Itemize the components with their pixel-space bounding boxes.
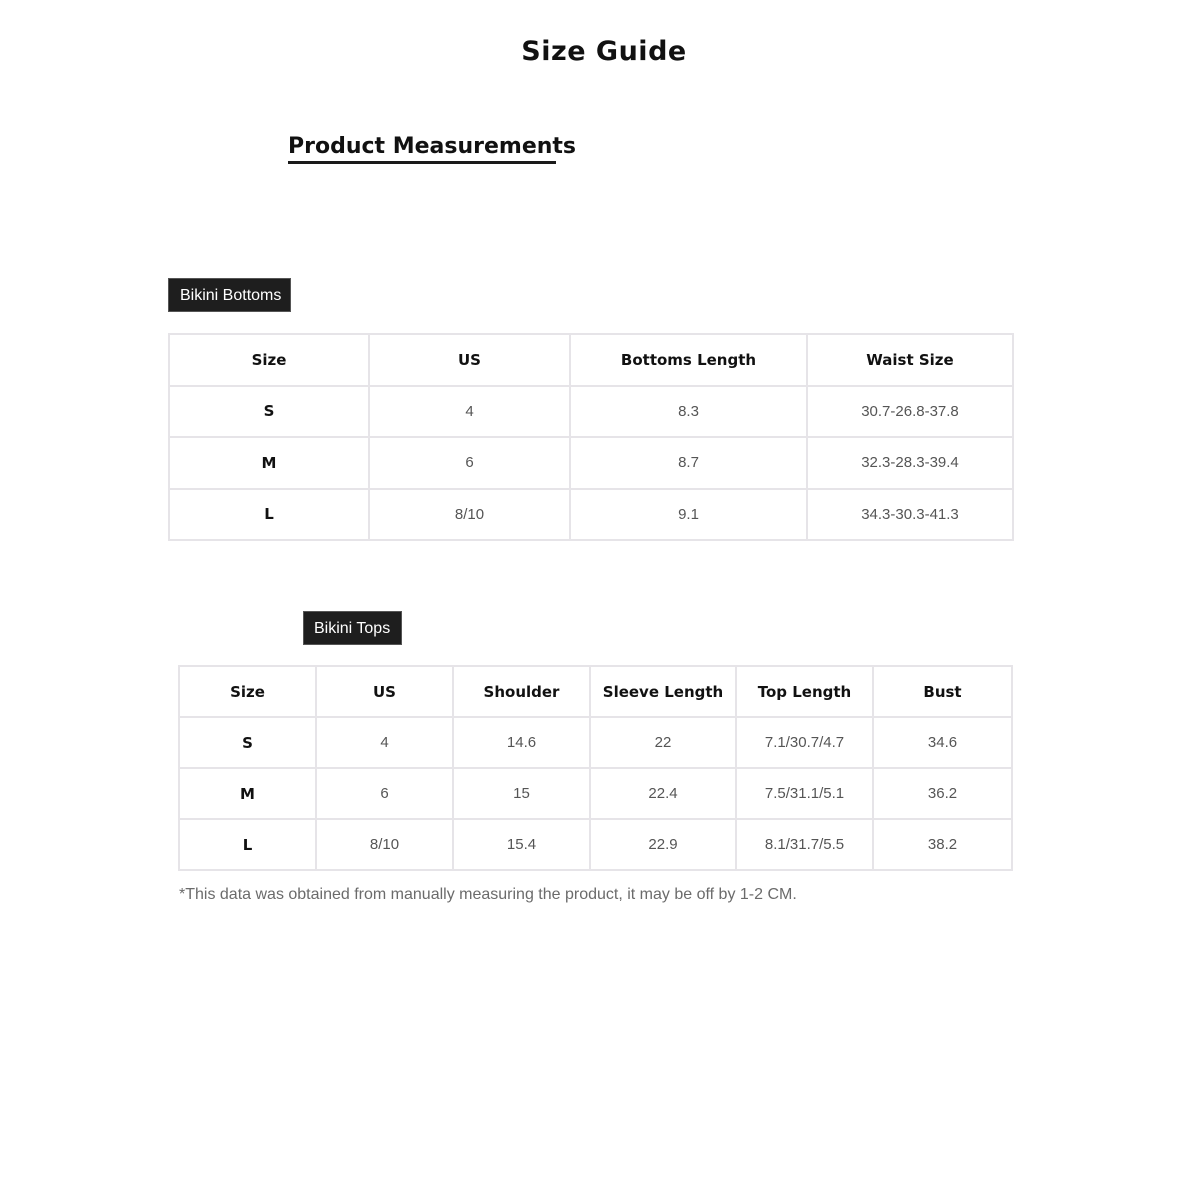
table-cell: 30.7-26.8-37.8 bbox=[807, 386, 1013, 438]
table-cell: 4 bbox=[369, 386, 570, 438]
bikini-tops-label: Bikini Tops bbox=[303, 611, 402, 645]
table-row bbox=[169, 437, 1013, 489]
table-header-row bbox=[169, 334, 1013, 386]
table-cell: 6 bbox=[316, 768, 453, 819]
table-cell: 34.6 bbox=[873, 717, 1012, 768]
table-cell: 38.2 bbox=[873, 819, 1012, 870]
table-row bbox=[169, 386, 1013, 438]
measurement-footnote: *This data was obtained from manually measuring the product, it may be off by 1-2 CM. bbox=[179, 886, 797, 903]
column-header: US bbox=[369, 334, 570, 386]
table-row bbox=[179, 768, 1012, 819]
table-cell: 32.3-28.3-39.4 bbox=[807, 437, 1013, 489]
table-cell: 8.1/31.7/5.5 bbox=[736, 819, 873, 870]
section-title: Product Measurements bbox=[288, 134, 556, 164]
table-cell: 8/10 bbox=[316, 819, 453, 870]
table-row bbox=[179, 717, 1012, 768]
table-cell: 15.4 bbox=[453, 819, 590, 870]
table-cell: 8.7 bbox=[570, 437, 807, 489]
table-cell: 6 bbox=[369, 437, 570, 489]
table-cell: 14.6 bbox=[453, 717, 590, 768]
size-cell: S bbox=[179, 717, 316, 768]
table-row bbox=[169, 489, 1013, 541]
bikini-bottoms-label: Bikini Bottoms bbox=[168, 278, 291, 312]
table-cell: 22.9 bbox=[590, 819, 736, 870]
table-cell: 7.1/30.7/4.7 bbox=[736, 717, 873, 768]
column-header: Shoulder bbox=[453, 666, 590, 717]
page-title: Size Guide bbox=[521, 36, 687, 67]
size-cell: M bbox=[169, 437, 369, 489]
column-header: Bottoms Length bbox=[570, 334, 807, 386]
table-cell: 9.1 bbox=[570, 489, 807, 541]
table-cell: 8.3 bbox=[570, 386, 807, 438]
column-header: Size bbox=[169, 334, 369, 386]
table-cell: 4 bbox=[316, 717, 453, 768]
column-header: Size bbox=[179, 666, 316, 717]
bikini-tops-table bbox=[178, 665, 1013, 871]
table-cell: 34.3-30.3-41.3 bbox=[807, 489, 1013, 541]
column-header: Waist Size bbox=[807, 334, 1013, 386]
column-header: Bust bbox=[873, 666, 1012, 717]
table-cell: 36.2 bbox=[873, 768, 1012, 819]
column-header: Top Length bbox=[736, 666, 873, 717]
size-cell: L bbox=[179, 819, 316, 870]
table-cell: 22 bbox=[590, 717, 736, 768]
bikini-bottoms-table bbox=[168, 333, 1014, 541]
table-cell: 22.4 bbox=[590, 768, 736, 819]
table-row bbox=[179, 819, 1012, 870]
column-header: Sleeve Length bbox=[590, 666, 736, 717]
size-cell: L bbox=[169, 489, 369, 541]
table-cell: 7.5/31.1/5.1 bbox=[736, 768, 873, 819]
size-cell: M bbox=[179, 768, 316, 819]
table-cell: 8/10 bbox=[369, 489, 570, 541]
size-cell: S bbox=[169, 386, 369, 438]
table-header-row bbox=[179, 666, 1012, 717]
column-header: US bbox=[316, 666, 453, 717]
table-cell: 15 bbox=[453, 768, 590, 819]
